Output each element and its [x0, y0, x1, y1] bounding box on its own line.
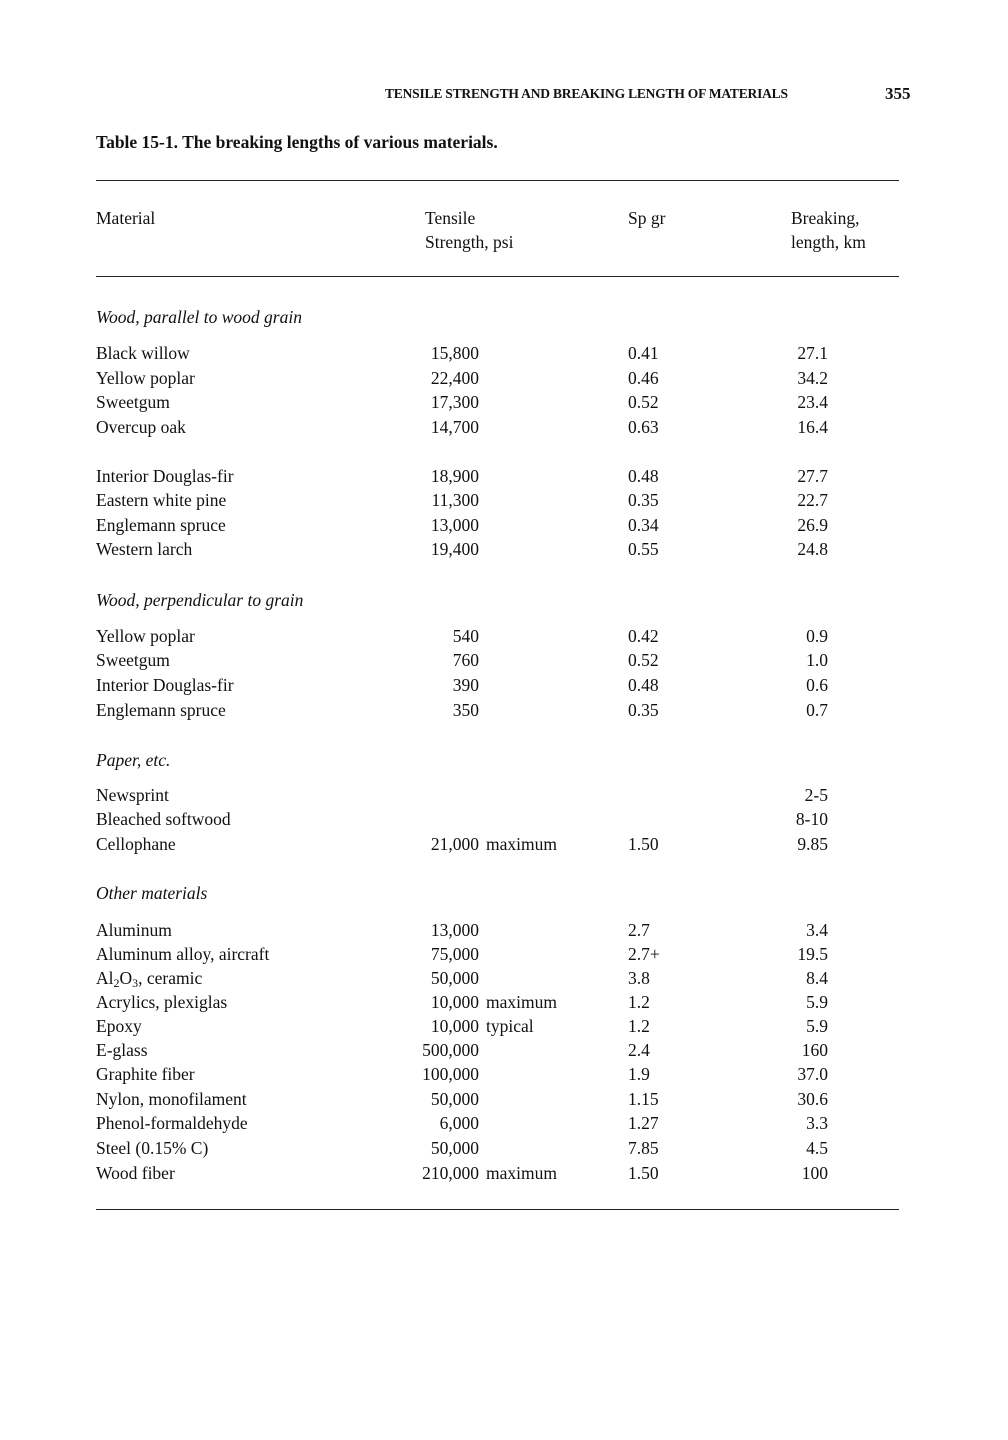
table-row [0, 966, 1008, 990]
tensile-value: 19,400 [430, 539, 479, 559]
breaking-length-value: 5.9 [806, 992, 828, 1012]
material-name: Phenol-formaldehyde [96, 1113, 248, 1133]
spgr-value: 1.27 [628, 1113, 659, 1133]
spgr-value: 0.63 [628, 417, 659, 437]
table-row [0, 698, 1008, 722]
tensile-value: 75,000 [430, 944, 479, 964]
material-name: Epoxy [96, 1016, 142, 1036]
breaking-length-value: 4.5 [806, 1138, 828, 1158]
tensile-note: maximum [486, 834, 557, 854]
table-row [0, 807, 1008, 831]
table-row [0, 783, 1008, 807]
spgr-value: 1.50 [628, 1163, 659, 1183]
material-name: Yellow poplar [96, 626, 195, 646]
tensile-note: typical [486, 1016, 534, 1036]
breaking-length-value: 0.7 [806, 700, 828, 720]
material-name: Aluminum [96, 920, 172, 940]
breaking-length-value: 160 [801, 1040, 828, 1060]
spgr-value: 0.34 [628, 515, 659, 535]
breaking-length-value: 3.4 [806, 920, 828, 940]
tensile-value: 15,800 [430, 343, 479, 363]
column-header-spgr: Sp gr [628, 208, 666, 228]
tensile-value: 21,000 [430, 834, 479, 854]
page-number: 355 [885, 84, 911, 103]
tensile-value: 22,400 [430, 368, 479, 388]
table-row [0, 1014, 1008, 1038]
running-title: TENSILE STRENGTH AND BREAKING LENGTH OF MATERIALS [385, 86, 788, 101]
table-row [0, 832, 1008, 856]
running-head [385, 84, 915, 106]
breaking-length-value: 3.3 [806, 1113, 828, 1133]
material-name: Newsprint [96, 785, 169, 805]
section-heading [0, 305, 1008, 329]
spgr-value: 0.35 [628, 490, 659, 510]
table-row [0, 390, 1008, 414]
section-title: Paper, etc. [96, 750, 171, 770]
breaking-length-value: 26.9 [797, 515, 828, 535]
spgr-value: 0.48 [628, 675, 659, 695]
material-name: Black willow [96, 343, 190, 363]
material-name: Aluminum alloy, aircraft [96, 944, 270, 964]
tensile-value: 210,000 [422, 1163, 479, 1183]
breaking-length-value: 30.6 [797, 1089, 828, 1109]
spgr-value: 0.35 [628, 700, 659, 720]
breaking-length-value: 1.0 [806, 650, 828, 670]
tensile-note: maximum [486, 1163, 557, 1183]
spgr-value: 1.50 [628, 834, 659, 854]
material-name: Bleached softwood [96, 809, 231, 829]
section-title: Wood, perpendicular to grain [96, 590, 304, 610]
table-row [0, 464, 1008, 488]
table-row [0, 513, 1008, 537]
spgr-value: 1.2 [628, 1016, 650, 1036]
section-heading [0, 881, 1008, 905]
column-header-tensile-line1: Tensile [425, 208, 476, 228]
material-name: Nylon, monofilament [96, 1089, 247, 1109]
material-name: Yellow poplar [96, 368, 195, 388]
spgr-value: 2.7 [628, 920, 650, 940]
breaking-length-value: 8.4 [806, 968, 828, 988]
table-header-rule [96, 276, 899, 277]
table-row [0, 1062, 1008, 1086]
tensile-value: 100,000 [422, 1064, 479, 1084]
tensile-value: 500,000 [422, 1040, 479, 1060]
material-name: Interior Douglas-fir [96, 466, 234, 486]
spgr-value: 0.46 [628, 368, 659, 388]
material-name: Steel (0.15% C) [96, 1138, 209, 1158]
breaking-length-value: 37.0 [797, 1064, 828, 1084]
table-bottom-rule [96, 1209, 899, 1210]
spgr-value: 7.85 [628, 1138, 659, 1158]
tensile-value: 350 [452, 700, 479, 720]
tensile-value: 10,000 [430, 1016, 479, 1036]
tensile-value: 14,700 [430, 417, 479, 437]
name-part: Al [96, 968, 114, 988]
table-row [0, 673, 1008, 697]
spgr-value: 0.48 [628, 466, 659, 486]
breaking-length-value: 27.7 [797, 466, 828, 486]
subscript: 3 [132, 976, 139, 990]
table-row [0, 366, 1008, 390]
breaking-length-value: 27.1 [797, 343, 828, 363]
table-row [0, 942, 1008, 966]
table-row [0, 1161, 1008, 1185]
table-row [0, 648, 1008, 672]
tensile-value: 18,900 [430, 466, 479, 486]
material-name: Overcup oak [96, 417, 186, 437]
table-row [0, 488, 1008, 512]
spgr-value: 2.4 [628, 1040, 650, 1060]
spgr-value: 0.52 [628, 650, 659, 670]
breaking-length-value: 5.9 [806, 1016, 828, 1036]
name-part: O [119, 968, 133, 988]
breaking-length-value: 9.85 [797, 834, 828, 854]
table-row [0, 1038, 1008, 1062]
column-header-tensile-line2: Strength, psi [425, 232, 514, 252]
tensile-value: 17,300 [430, 392, 479, 412]
breaking-length-value: 34.2 [797, 368, 828, 388]
spgr-value: 3.8 [628, 968, 650, 988]
table-row [0, 1136, 1008, 1160]
tensile-value: 6,000 [439, 1113, 479, 1133]
spgr-value: 1.9 [628, 1064, 650, 1084]
section-heading [0, 588, 1008, 612]
breaking-length-value: 16.4 [797, 417, 828, 437]
breaking-length-value: 23.4 [797, 392, 828, 412]
name-part: , ceramic [138, 968, 203, 988]
spgr-value: 1.2 [628, 992, 650, 1012]
breaking-length-value: 8-10 [795, 809, 828, 829]
spgr-value: 0.41 [628, 343, 659, 363]
material-name: E-glass [96, 1040, 148, 1060]
tensile-value: 11,300 [431, 490, 479, 510]
breaking-length-value: 22.7 [797, 490, 828, 510]
material-name: Englemann spruce [96, 515, 226, 535]
spgr-value: 0.52 [628, 392, 659, 412]
breaking-length-value: 0.9 [806, 626, 828, 646]
section-heading [0, 748, 1008, 772]
section-title: Other materials [96, 883, 208, 903]
tensile-value: 13,000 [430, 515, 479, 535]
material-name: Sweetgum [96, 392, 170, 412]
column-header-breaking-line1: Breaking, [791, 208, 860, 228]
table-caption: Table 15-1. The breaking lengths of various materials. [96, 132, 498, 152]
table-row [0, 341, 1008, 365]
material-name: Wood fiber [96, 1163, 175, 1183]
spgr-value: 1.15 [628, 1089, 659, 1109]
tensile-value: 13,000 [430, 920, 479, 940]
table-row [0, 624, 1008, 648]
tensile-value: 760 [452, 650, 479, 670]
table-row [0, 537, 1008, 561]
breaking-length-value: 0.6 [806, 675, 828, 695]
column-header-material: Material [96, 208, 156, 228]
breaking-length-value: 19.5 [797, 944, 828, 964]
column-header-tensile [425, 206, 513, 254]
table-top-rule [96, 180, 899, 181]
tensile-value: 390 [452, 675, 479, 695]
tensile-value: 50,000 [430, 1138, 479, 1158]
material-name: Sweetgum [96, 650, 170, 670]
table-row [0, 1087, 1008, 1111]
table-row [0, 1111, 1008, 1135]
tensile-value: 50,000 [430, 968, 479, 988]
material-name: Interior Douglas-fir [96, 675, 234, 695]
column-header-breaking [791, 206, 866, 254]
material-name: Englemann spruce [96, 700, 226, 720]
material-name: Graphite fiber [96, 1064, 195, 1084]
material-name: Eastern white pine [96, 490, 227, 510]
breaking-length-value: 24.8 [797, 539, 828, 559]
spgr-value: 0.55 [628, 539, 659, 559]
tensile-value: 540 [452, 626, 479, 646]
material-name: Acrylics, plexiglas [96, 992, 228, 1012]
table-row [0, 990, 1008, 1014]
breaking-length-value: 100 [801, 1163, 828, 1183]
material-name [96, 966, 202, 990]
spgr-value: 2.7+ [628, 944, 660, 964]
table-row [0, 918, 1008, 942]
tensile-note: maximum [486, 992, 557, 1012]
material-name: Cellophane [96, 834, 176, 854]
table-row [0, 415, 1008, 439]
breaking-length-value: 2-5 [804, 785, 828, 805]
subscript: 2 [113, 976, 120, 990]
spgr-value: 0.42 [628, 626, 659, 646]
section-title: Wood, parallel to wood grain [96, 307, 302, 327]
column-header-breaking-line2: length, km [791, 232, 866, 252]
tensile-value: 50,000 [430, 1089, 479, 1109]
tensile-value: 10,000 [430, 992, 479, 1012]
material-name: Western larch [96, 539, 193, 559]
